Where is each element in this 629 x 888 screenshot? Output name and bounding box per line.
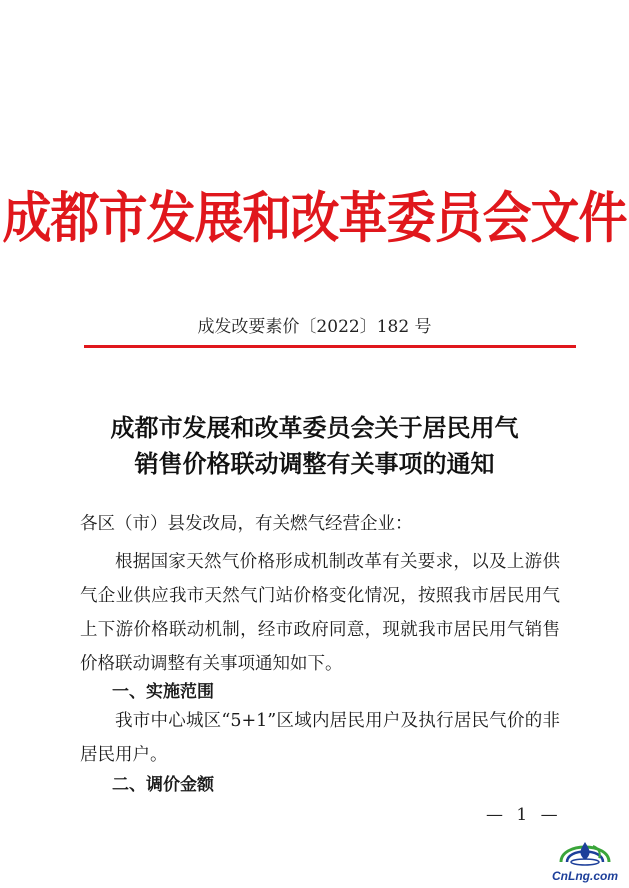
document-number: 成发改要素价〔2022〕182 号: [197, 317, 432, 337]
notice-title-line-2: 销售价格联动调整有关事项的通知: [134, 449, 495, 478]
section-2-heading: 二、调价金额: [112, 775, 214, 795]
page-number: — 1 —: [486, 805, 562, 825]
red-divider-line: [84, 345, 576, 348]
notice-title-line-1: 成都市发展和改革委员会关于居民用气: [110, 413, 519, 442]
notice-title: [0, 410, 629, 482]
cnlng-logo: [549, 828, 621, 884]
svg-text:CnLng.com: CnLng.com: [552, 869, 618, 883]
section-1-heading: 一、实施范围: [112, 682, 214, 702]
salutation: 各区（市）县发改局，有关燃气经营企业：: [80, 514, 413, 534]
paragraph-1: 根据国家天然气价格形成机制改革有关要求，以及上游供气企业供应我市天然气门站价格变化情况，按照我市居民用气上下游价格联动机制，经市政府同意，现就我市居民用气销售价格联动调整有关事项通知如下。: [80, 552, 560, 674]
cnlng-logo-icon: [549, 828, 621, 884]
document-header-title: 成都市发展和改革委员会文件: [2, 185, 627, 251]
section-1-text: 我市中心城区“5+1”区域内居民用户及执行居民气价的非居民用户。: [80, 711, 560, 765]
